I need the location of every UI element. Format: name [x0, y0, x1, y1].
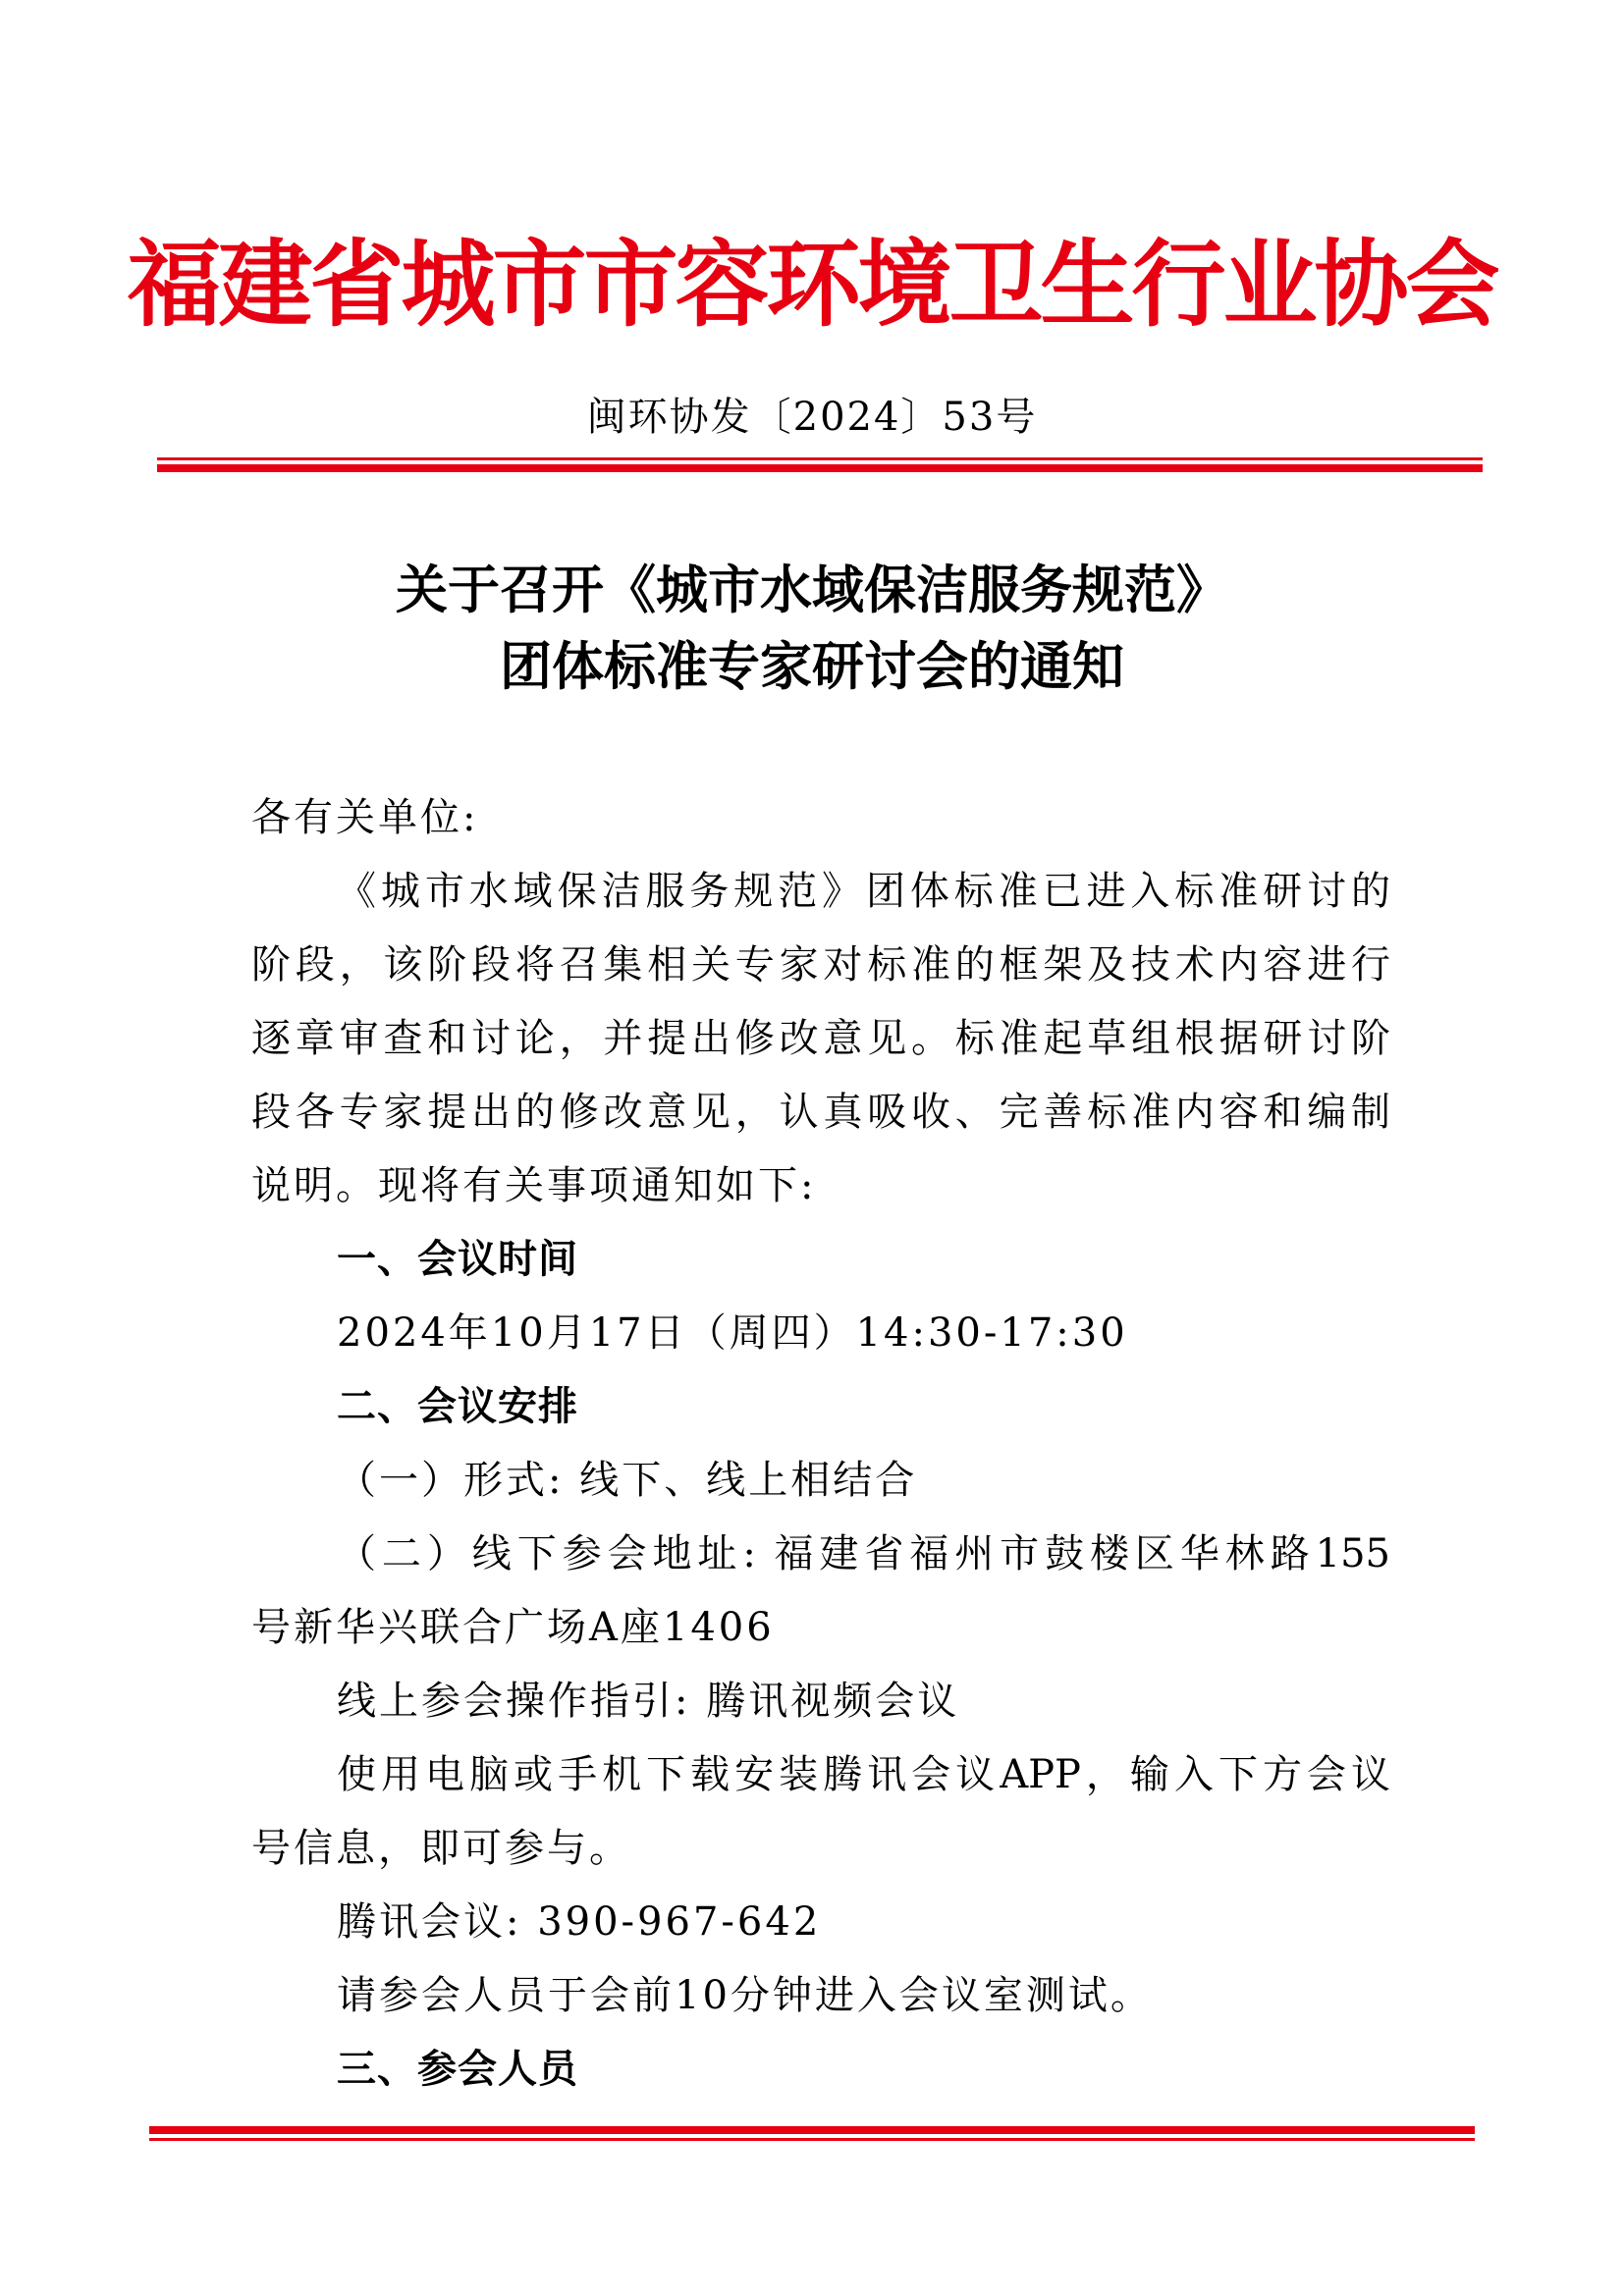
intro-line: 《城市水域保洁服务规范》团体标准已进入标准研讨的 [337, 869, 1390, 914]
offline-address-cont: 号新华兴联合广场A座1406 [251, 1605, 775, 1650]
salutation: 各有关单位: [251, 795, 479, 840]
intro-line: 阶段，该阶段将召集相关专家对标准的框架及技术内容进行 [251, 942, 1390, 988]
footer-rule-thin [149, 2138, 1475, 2141]
tencent-meeting-id: 腾讯会议: 390-967-642 [337, 1899, 822, 1945]
meeting-time: 2024年10月17日（周四）14:30-17:30 [337, 1310, 1128, 1356]
header-rule-thick [157, 464, 1483, 472]
intro-line: 逐章审查和讨论，并提出修改意见。标准起草组根据研讨阶 [251, 1016, 1390, 1061]
notice-title-line-1: 关于召开《城市水域保洁服务规范》 [396, 560, 1228, 620]
organization-name: 福建省城市市容环境卫生行业协会 [127, 230, 1497, 340]
section-heading-arrangement: 二、会议安排 [337, 1384, 578, 1429]
online-instructions: 使用电脑或手机下载安装腾讯会议APP，输入下方会议 [337, 1752, 1390, 1797]
online-instructions-cont: 号信息，即可参与。 [251, 1826, 631, 1871]
intro-line: 段各专家提出的修改意见，认真吸收、完善标准内容和编制 [251, 1090, 1390, 1135]
footer-rule-thick [149, 2126, 1475, 2134]
offline-address: （二）线下参会地址: 福建省福州市鼓楼区华林路155 [337, 1531, 1390, 1576]
section-heading-attendees: 三、参会人员 [337, 2047, 578, 2092]
online-guide: 线上参会操作指引: 腾讯视频会议 [337, 1679, 960, 1724]
notice-title-line-2: 团体标准专家研讨会的通知 [500, 636, 1124, 697]
meeting-format: （一）形式: 线下、线上相结合 [337, 1458, 918, 1503]
intro-line: 说明。现将有关事项通知如下: [251, 1163, 817, 1208]
section-heading-time: 一、会议时间 [337, 1237, 578, 1282]
document-number: 闽环协发〔2024〕53号 [586, 395, 1038, 440]
header-rule-thin [157, 457, 1483, 460]
test-reminder: 请参会人员于会前10分钟进入会议室测试。 [337, 1973, 1153, 2018]
